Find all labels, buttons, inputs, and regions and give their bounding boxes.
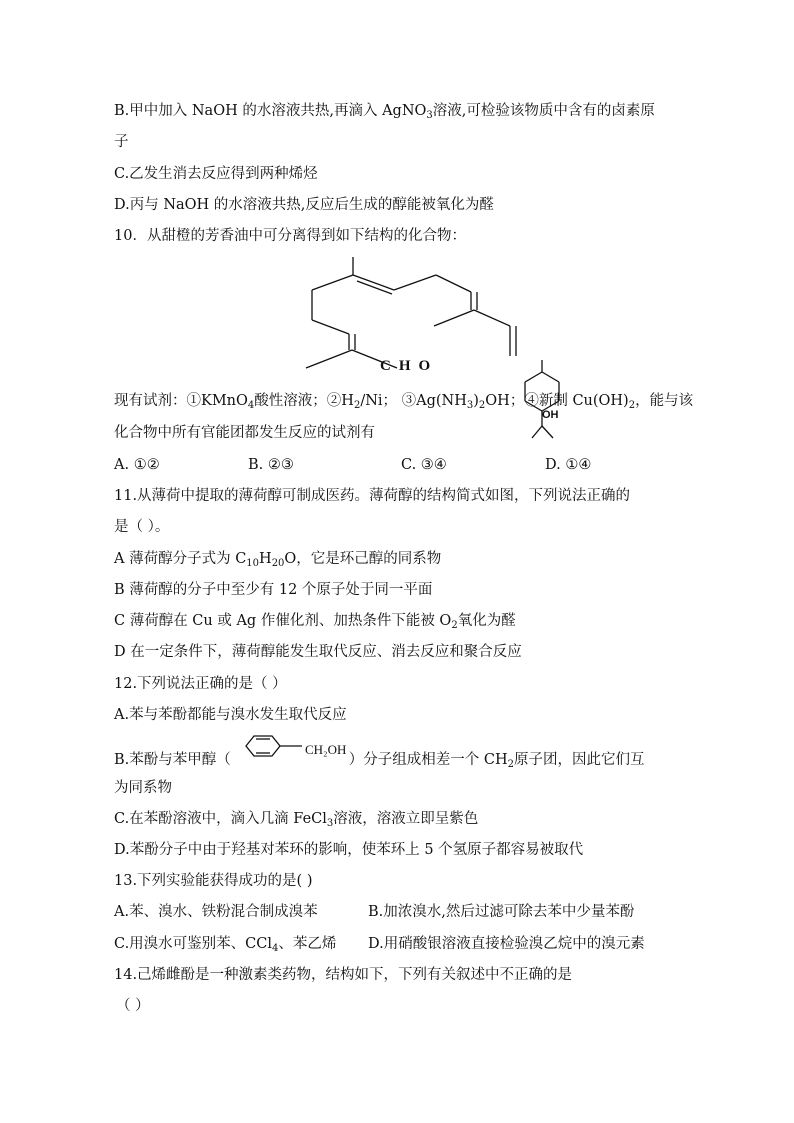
q13-stem: 13.下列实验能获得成功的是( ) xyxy=(114,873,313,889)
q12-option-b-continued: 为同系物 xyxy=(114,780,172,796)
q10-option-a: A. ①② xyxy=(114,457,160,473)
q13-option-d: D.用硝酸银溶液直接检验溴乙烷中的溴元素 xyxy=(368,936,645,952)
q12-option-b: B.苯酚与苯甲醇（ ）分子组成相差一个 $CH_2$原子团，因此它们互 xyxy=(114,752,645,770)
q12-option-c: C.在苯酚溶液中，滴入几滴 FeCl$_3$溶液，溶液立即呈紫色 xyxy=(114,811,479,829)
q13-options-row1 xyxy=(114,902,634,922)
q10-option-d: D. ①④ xyxy=(545,457,592,473)
q10-cho-label: CHO xyxy=(380,358,439,374)
q10-stem: 10．从甜橙的芳香油中可分离得到如下结构的化合物： xyxy=(114,228,466,244)
q12-stem: 12.下列说法正确的是（ ） xyxy=(114,676,287,692)
q11-option-c: C 薄荷醇在 Cu 或 Ag 作催化剂、加热条件下能被 $O_2$氧化为醛 xyxy=(114,613,516,631)
q10-reagents-continued: 化合物中所有官能团都发生反应的试剂有 xyxy=(114,425,375,441)
q9-option-c: C.乙发生消去反应得到两种烯烃 xyxy=(114,166,318,182)
q11-stem: 11.从薄荷中提取的薄荷醇可制成医药。薄荷醇的结构简式如图，下列说法正确的 xyxy=(114,488,631,504)
q11-option-a: A 薄荷醇分子式为 $C_{10}H_{20}O$，它是环己醇的同系物 xyxy=(114,551,442,569)
q13-option-a: A.苯、溴水、铁粉混合制成溴苯 xyxy=(114,904,318,920)
q13-option-c: C.用溴水可鉴别苯、CCl$_4$、苯乙烯 xyxy=(114,936,337,954)
q10-option-b: B. ②③ xyxy=(248,457,294,473)
q10-option-c: C. ③④ xyxy=(401,457,447,473)
q9-option-b-continued: 子 xyxy=(114,134,129,150)
q11-stem-continued: 是（ ）。 xyxy=(114,519,170,535)
q13-options-row2 xyxy=(114,934,645,956)
q11-option-d: D 在一定条件下，薄荷醇能发生取代反应、消去反应和聚合反应 xyxy=(114,644,522,660)
q12-benzyl-alcohol-label: CH₂OH xyxy=(305,742,347,757)
q13-option-b: B.加浓溴水,然后过滤可除去苯中少量苯酚 xyxy=(368,904,635,920)
q9-option-b: B.甲中加入 NaOH 的水溶液共热,再滴入 AgNO$_3$溶液,可检验该物质中含有的卤素原 xyxy=(114,103,655,121)
q12-option-d: D.苯酚分子中由于羟基对苯环的影响，使苯环上 5 个氢原子都容易被取代 xyxy=(114,842,584,858)
q11-option-b: B 薄荷醇的分子中至少有 12 个原子处于同一平面 xyxy=(114,582,433,598)
q10-reagents: 现有试剂：①KMnO$_4$酸性溶液；$②H_2/Ni$； $③Ag(NH_3)_2OH$；④新制 $Cu(OH)_2$，能与该 xyxy=(114,393,694,411)
q9-option-d: D.丙与 NaOH 的水溶液共热,反应后生成的醇能被氧化为醛 xyxy=(114,197,494,213)
q14-answer-blank: （ ） xyxy=(116,998,150,1014)
q14-stem: 14.己烯雌酚是一种激素类药物，结构如下，下列有关叙述中不正确的是 xyxy=(114,967,573,983)
q12-option-a: A.苯与苯酚都能与溴水发生取代反应 xyxy=(114,707,347,723)
q10-options xyxy=(114,455,591,475)
q11-oh-label: OH xyxy=(542,409,559,421)
